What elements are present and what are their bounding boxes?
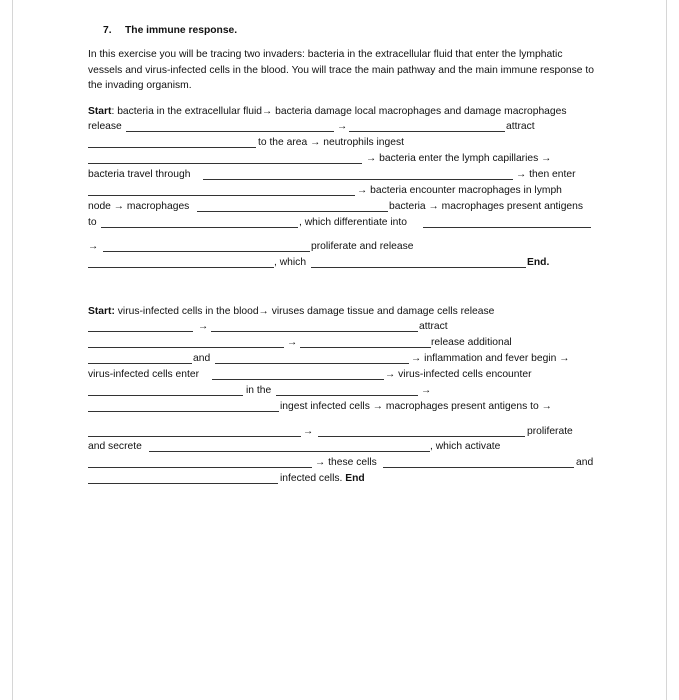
blank-b7[interactable] (197, 211, 388, 212)
virus-last-line (280, 472, 365, 485)
blank-v10[interactable] (88, 411, 279, 412)
blank-b9[interactable] (423, 227, 591, 228)
blank-v15[interactable] (383, 467, 574, 468)
blank-b8[interactable] (101, 227, 298, 228)
bacteria-text-6: → bacteria enter the lymph capillaries → (366, 153, 552, 164)
virus-text-14: proliferate (527, 426, 573, 437)
virus-end-label: End (345, 473, 365, 484)
bacteria-start-label: Start (88, 106, 112, 117)
virus-text-1: virus-infected cells in the blood→ viruses damage tissue and damage cells release (114, 306, 495, 317)
virus-text-18: and (576, 457, 594, 468)
virus-text-10: in the (246, 385, 272, 396)
blank-b6[interactable] (88, 195, 355, 196)
bacteria-text-10: node → macrophages (88, 201, 190, 212)
blank-v4[interactable] (300, 347, 431, 348)
virus-text-9: → virus-infected cells encounter (385, 369, 532, 380)
virus-line-1 (88, 305, 494, 318)
question-title: The immune response. (125, 25, 238, 36)
blank-b12[interactable] (311, 267, 526, 268)
bacteria-text-15: proliferate and release (311, 241, 414, 252)
virus-text-3: attract (419, 321, 448, 332)
blank-b4[interactable] (88, 163, 362, 164)
virus-text-8: virus-infected cells enter (88, 369, 200, 380)
bacteria-text-11: bacteria → macrophages present antigens (389, 201, 584, 212)
virus-arrow-3: → (421, 385, 432, 396)
bacteria-line-1 (88, 105, 567, 118)
virus-text-17: → these cells (315, 457, 377, 468)
bacteria-arrow-1: → (337, 121, 348, 132)
virus-text-16: , which activate (430, 441, 501, 452)
bacteria-text-13: , which differentiate into (299, 217, 407, 228)
blank-b3[interactable] (88, 147, 256, 148)
blank-v9[interactable] (276, 395, 418, 396)
blank-v13[interactable] (149, 451, 430, 452)
blank-b10[interactable] (103, 251, 310, 252)
virus-arrow-4: → (303, 426, 314, 437)
blank-v14[interactable] (88, 467, 312, 468)
bacteria-text-1: : bacteria in the extracellular fluid→ bacteria damage local macrophages and damage macrophages (111, 106, 567, 117)
blank-b11[interactable] (88, 267, 274, 268)
bacteria-text-2: release (88, 121, 122, 132)
virus-text-5: release additional (431, 337, 512, 348)
virus-arrow-1: → (198, 321, 209, 332)
blank-v1[interactable] (88, 331, 193, 332)
blank-v11[interactable] (88, 436, 301, 437)
blank-v16[interactable] (88, 483, 278, 484)
bacteria-text-12: to (88, 217, 97, 228)
bacteria-arrow-2: → (88, 241, 99, 252)
virus-text-6: and (193, 353, 211, 364)
virus-text-15: and secrete (88, 441, 142, 452)
bacteria-text-16: , which (274, 257, 307, 268)
bacteria-text-5: to the area → neutrophils ingest (258, 137, 404, 148)
blank-b5[interactable] (203, 179, 513, 180)
blank-v5[interactable] (88, 363, 192, 364)
virus-text-7: → inflammation and fever begin → (411, 353, 570, 364)
intro-paragraph: In this exercise you will be tracing two invaders: bacteria in the extracellular fluid that enter the lymphatic vessels and virus-infected cells in the blood. You will trace the main pathway and the main immune response to the invading organism. (88, 49, 594, 91)
bacteria-text-8: → then enter (516, 169, 576, 180)
blank-b1[interactable] (126, 131, 334, 132)
blank-v2[interactable] (211, 331, 418, 332)
blank-v6[interactable] (215, 363, 409, 364)
blank-v12[interactable] (318, 436, 525, 437)
virus-start-label: Start: (88, 306, 115, 317)
question-number: 7. (103, 25, 112, 36)
blank-v7[interactable] (212, 379, 384, 380)
virus-text-12: ingest infected cells → macrophages present antigens to → (280, 401, 552, 412)
blank-v3[interactable] (88, 347, 284, 348)
blank-v8[interactable] (88, 395, 243, 396)
bacteria-text-7: bacteria travel through (88, 169, 191, 180)
bacteria-text-4: attract (506, 121, 535, 132)
bacteria-text-9: → bacteria encounter macrophages in lymph (357, 185, 562, 196)
virus-arrow-2: → (287, 337, 298, 348)
virus-text-19: infected cells. (280, 473, 346, 484)
bacteria-end-label: End. (527, 257, 550, 268)
blank-b2[interactable] (349, 131, 505, 132)
